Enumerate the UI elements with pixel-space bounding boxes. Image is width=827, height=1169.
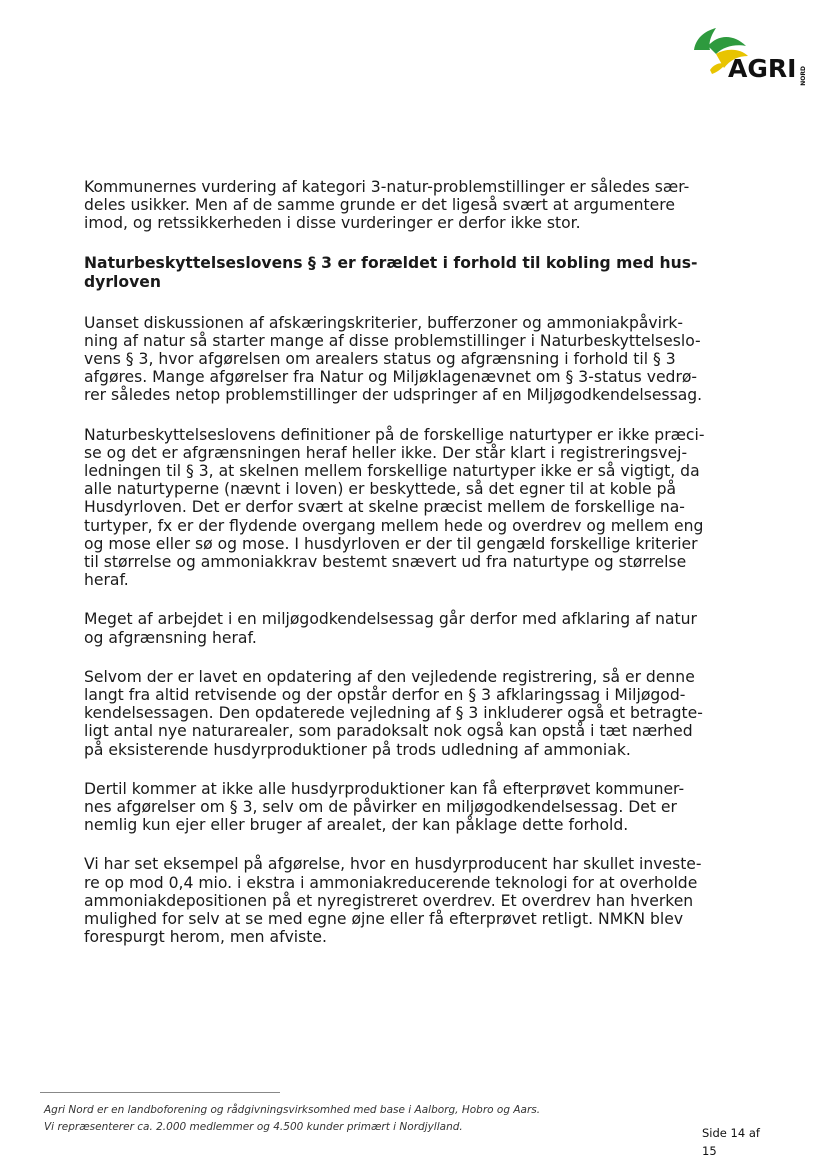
section-heading: Naturbeskyttelseslovens § 3 er forældet i forhold til kobling med hus- dyrloven [84, 253, 698, 291]
paragraph-3: Naturbeskyttelseslovens definitioner på de forskellige naturtyper er ikke præci- se og det er afgrænsningen heraf heller ikke. Der står klart i registreringsvej- ledningen til § 3, at skelnen mellem forskellige naturtyper ikke er så vigtigt, da alle naturtyperne (nævnt i loven) er beskyttede, så det egner til at koble på Husdyrloven. Det er derfor svært at skelne præcist mellem de forskellige na- turtyper, fx er der flydende overgang mellem hede og overdrev og mellem eng og mose eller sø og mose. I husdyrloven er der til gengæld forskellige kriterier til størrelse og ammoniakkrav bestemt snævert ud fra naturtype og størrelse heraf. [84, 425, 705, 590]
paragraph-2: Uanset diskussionen af afskæringskriterier, bufferzoner og ammoniakpåvirk- ning af natur så starter mange af disse problemstillinger i Naturbeskyttelseslo- vens § 3, hvor afgørelsen om arealers status og afgrænsning i forhold til § 3 afgøres. Mange afgørelser fra Natur og Miljøklagenævnet om § 3-status vedrø- rer således netop problemstillinger der udspringer af en Miljøgodkendelsessag. [84, 313, 703, 405]
footer [44, 1102, 644, 1136]
logo-text: AGRI [728, 54, 797, 83]
page-number: Side 14 af 15 [702, 1126, 760, 1158]
footer-line-2: Vi repræsenterer ca. 2.000 medlemmer og 4.500 kunder primært i Nordjylland. [44, 1121, 463, 1133]
footer-line-1: Agri Nord er en landboforening og rådgivningsvirksomhed med base i Aalborg, Hobro og Aars. [44, 1104, 541, 1116]
agri-nord-logo [688, 24, 808, 88]
paragraph-5: Selvom der er lavet en opdatering af den vejledende registrering, så er denne langt fra altid retvisende og der opstår derfor en § 3 afklaringssag i Miljøgod- kendelsessagen. Den opdaterede vejledning af § 3 inkluderer også et betragte- ligt antal nye naturarealer, som paradoksalt nok også kan opstå i tæt nærhed på eksisterende husdyrproduktioner på trods udledning af ammoniak. [84, 667, 703, 759]
paragraph-6: Dertil kommer at ikke alle husdyrproduktioner kan få efterprøvet kommuner- nes afgørelser om § 3, selv om de påvirker en miljøgodkendelsessag. Det er nemlig kun ejer eller bruger af arealet, der kan påklage dette forhold. [84, 779, 685, 835]
paragraph-4: Meget af arbejdet i en miljøgodkendelsessag går derfor med afklaring af natur og afgrænsning heraf. [84, 610, 697, 647]
paragraph-1: Kommunernes vurdering af kategori 3-natur-problemstillinger er således sær- deles usikker. Men af de samme grunde er det ligeså svært at argumentere imod, og retssikkerheden i disse vurderinger er derfor ikke stor. [84, 178, 690, 233]
logo-subtext: NORD [800, 66, 807, 86]
footer-divider [40, 1092, 280, 1093]
document-body [84, 178, 746, 968]
paragraph-7: Vi har set eksempel på afgørelse, hvor en husdyrproducent har skullet investe- re op mod 0,4 mio. i ekstra i ammoniakreducerende teknologi for at overholde ammoniakdepositionen på et nyregistreret overdrev. Et overdrev han hverken mulighed for selv at se med egne øjne eller få efterprøvet retligt. NMKN blev forespurgt herom, men afviste. [84, 855, 702, 947]
